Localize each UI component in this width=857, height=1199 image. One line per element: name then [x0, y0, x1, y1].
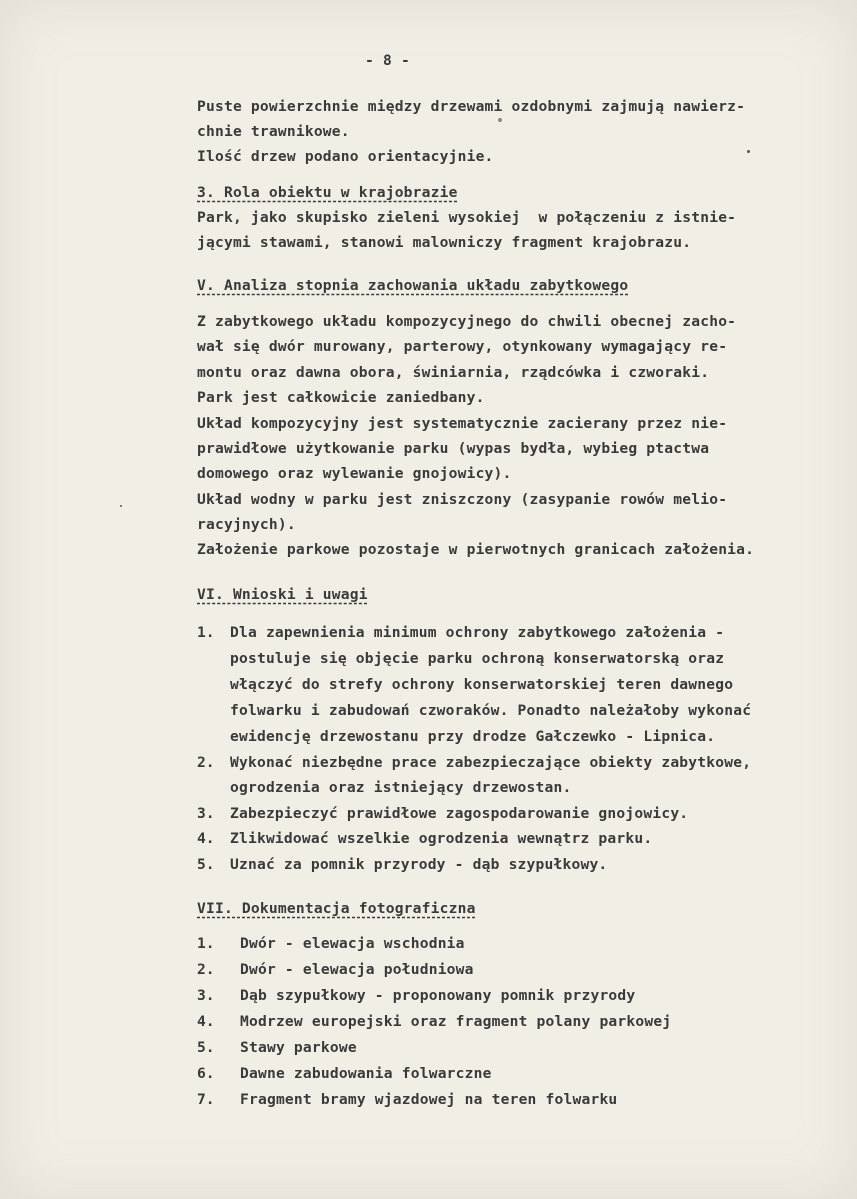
list-item-line: Zabezpieczyć prawidłowe zagospodarowanie gnojowicy.: [230, 805, 689, 822]
paper-speck: [498, 118, 502, 122]
section-5-line: Układ wodny w parku jest zniszczony (zasypanie rowów melio-: [197, 491, 728, 508]
list-item-line: Dawne zabudowania folwarczne: [240, 1065, 492, 1082]
intro-line-1: Puste powierzchnie między drzewami ozdobnymi zajmują nawierz-: [197, 98, 746, 115]
list-item-number: 5.: [197, 1039, 215, 1056]
list-item-number: 6.: [197, 1065, 215, 1082]
list-item-number: 4.: [197, 1013, 215, 1030]
list-item-number: 5.: [197, 856, 215, 873]
list-item-number: 7.: [197, 1091, 215, 1108]
list-item-line: Stawy parkowe: [240, 1039, 357, 1056]
section-5-line: Park jest całkowicie zaniedbany.: [197, 389, 485, 406]
list-item-number: 4.: [197, 830, 215, 847]
section-5-heading: V. Analiza stopnia zachowania układu zabytkowego: [197, 277, 629, 294]
list-item-line: Modrzew europejski oraz fragment polany parkowej: [240, 1013, 672, 1030]
list-item-number: 3.: [197, 805, 215, 822]
paper-speck: [747, 150, 750, 153]
section-5-line: Z zabytkowego układu kompozycyjnego do chwili obecnej zacho-: [197, 313, 737, 330]
section-6-heading: VI. Wnioski i uwagi: [197, 586, 368, 603]
list-item-number: 3.: [197, 987, 215, 1004]
list-item-line: Dla zapewnienia minimum ochrony zabytkowego założenia -: [230, 624, 725, 641]
section-3-line-2: jącymi stawami, stanowi malowniczy fragment krajobrazu.: [197, 234, 692, 251]
section-5-line: Założenie parkowe pozostaje w pierwotnych granicach założenia.: [197, 541, 755, 558]
list-item-line: Dąb szypułkowy - proponowany pomnik przyrody: [240, 987, 636, 1004]
list-item-number: 1.: [197, 624, 215, 641]
list-item-line: postuluje się objęcie parku ochroną konserwatorską oraz: [230, 650, 725, 667]
section-5-line: wał się dwór murowany, parterowy, otynkowany wymagający re-: [197, 338, 728, 355]
section-7-heading: VII. Dokumentacja fotograficzna: [197, 900, 476, 917]
section-3-line-1: Park, jako skupisko zieleni wysokiej w połączeniu z istnie-: [197, 209, 737, 226]
list-item-line: folwarku i zabudowań czworaków. Ponadto należałoby wykonać: [230, 702, 752, 719]
list-item-line: Zlikwidować wszelkie ogrodzenia wewnątrz parku.: [230, 830, 653, 847]
list-item-line: ewidencję drzewostanu przy drodze Gałczewko - Lipnica.: [230, 728, 716, 745]
section-3-heading: 3. Rola obiektu w krajobrazie: [197, 184, 458, 201]
list-item-number: 2.: [197, 961, 215, 978]
section-5-line: montu oraz dawna obora, świniarnia, rządcówka i czworaki.: [197, 364, 710, 381]
paper-speck: [120, 505, 122, 507]
list-item-number: 2.: [197, 754, 215, 771]
intro-line-3: Ilość drzew podano orientacyjnie.: [197, 148, 494, 165]
page-number: - 8 -: [365, 52, 410, 69]
list-item-line: Wykonać niezbędne prace zabezpieczające obiekty zabytkowe,: [230, 754, 752, 771]
list-item-number: 1.: [197, 935, 215, 952]
list-item-line: Dwór - elewacja wschodnia: [240, 935, 465, 952]
list-item-line: Dwór - elewacja południowa: [240, 961, 474, 978]
intro-line-2: chnie trawnikowe.: [197, 123, 350, 140]
section-5-line: prawidłowe użytkowanie parku (wypas bydła, wybieg ptactwa: [197, 440, 710, 457]
section-5-line: Układ kompozycyjny jest systematycznie zacierany przez nie-: [197, 415, 728, 432]
list-item-line: ogrodzenia oraz istniejący drzewostan.: [230, 779, 572, 796]
section-5-line: domowego oraz wylewanie gnojowicy).: [197, 465, 512, 482]
section-5-line: racyjnych).: [197, 516, 296, 533]
list-item-line: Fragment bramy wjazdowej na teren folwarku: [240, 1091, 618, 1108]
list-item-line: włączyć do strefy ochrony konserwatorskiej teren dawnego: [230, 676, 734, 693]
list-item-line: Uznać za pomnik przyrody - dąb szypułkowy.: [230, 856, 608, 873]
